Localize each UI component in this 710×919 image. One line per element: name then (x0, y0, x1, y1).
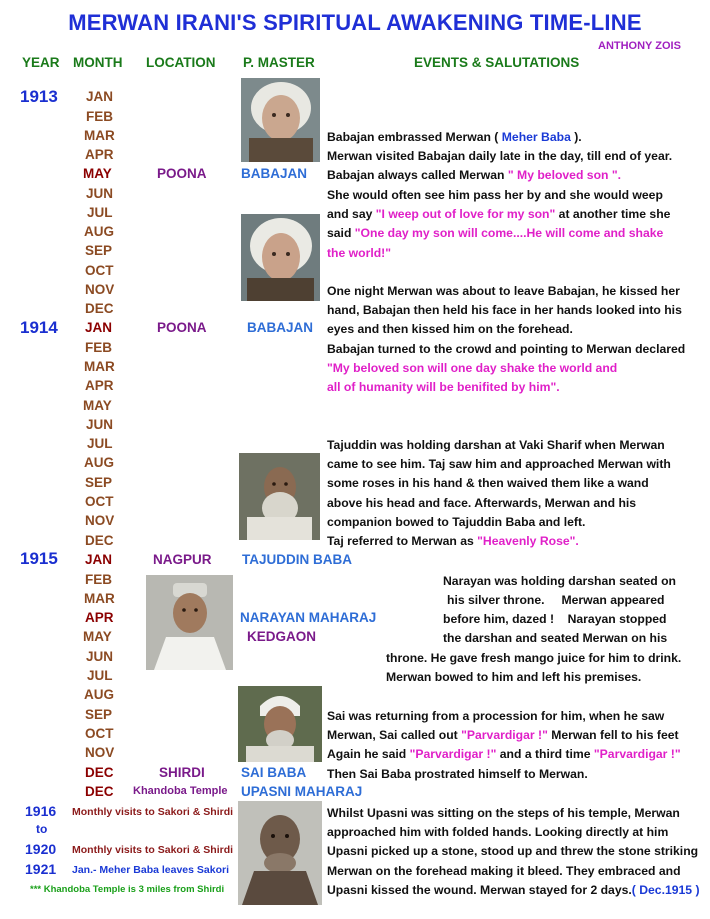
event-line: Taj referred to Merwan as "Heavenly Rose". (327, 534, 579, 548)
month: MAR (84, 591, 115, 606)
month: MAY (83, 629, 112, 644)
event-line: approached him with folded hands. Looking directly at him (327, 825, 669, 839)
month: SEP (85, 243, 113, 258)
babajan-photo (241, 78, 320, 162)
master-babajan: BABAJAN (241, 166, 308, 181)
year-1913: 1913 (20, 87, 58, 106)
event-line: Babajan turned to the crowd and pointing to Merwan declared (327, 342, 686, 356)
month: MAY (83, 398, 112, 413)
month: OCT (85, 263, 114, 278)
month: JAN (85, 552, 113, 567)
location-shirdi: SHIRDI (159, 765, 205, 780)
month: APR (85, 378, 114, 393)
month: MAR (84, 128, 115, 143)
event-line: the world!" (327, 246, 392, 260)
note-monthly-visits: Monthly visits to Sakori & Shirdi (72, 806, 234, 818)
month: MAR (84, 359, 115, 374)
month: AUG (84, 224, 114, 239)
event-line: Narayan was holding darshan seated on (443, 574, 676, 588)
master-upasni: UPASNI MAHARAJ (241, 784, 363, 799)
year-1915: 1915 (20, 549, 58, 568)
year-1916: 1916 (25, 803, 57, 819)
event-line: the darshan and seated Merwan on his (443, 631, 668, 645)
tajuddin-photo (239, 453, 320, 540)
event-line: hand, Babajan then held his face in her hands looked into his (327, 303, 682, 317)
event-line: Babajan always called Merwan " My beloved son ". (327, 168, 622, 182)
month: DEC (85, 765, 114, 780)
event-line: One night Merwan was about to leave Babajan, he kissed her (327, 284, 680, 298)
event-line: Upasni picked up a stone, stood up and threw the stone striking (327, 844, 699, 858)
narayan-photo (146, 575, 233, 670)
babajan-photo (241, 214, 320, 301)
location-poona: POONA (157, 166, 207, 181)
event-line: Merwan on the forehead making it bleed. They embraced and (327, 864, 681, 878)
header-master: P. MASTER (243, 55, 315, 70)
month: SEP (85, 475, 113, 490)
month: APR (85, 147, 114, 162)
event-line: Merwan visited Babajan daily late in the day, till end of year. (327, 149, 673, 163)
header-month: MONTH (73, 55, 123, 70)
sai-baba-photo (238, 686, 322, 762)
month: MAY (83, 166, 112, 181)
author-credit: ANTHONY ZOIS (598, 40, 681, 52)
event-line: companion bowed to Tajuddin Baba and left. (327, 515, 586, 529)
month: FEB (85, 572, 112, 587)
month: DEC (85, 533, 114, 548)
event-line: Merwan bowed to him and left his premises. (386, 670, 642, 684)
header-year: YEAR (22, 55, 60, 70)
month: FEB (85, 340, 112, 355)
location-kedgaon: KEDGAON (247, 629, 317, 644)
event-line: said "One day my son will come....He will come and shake (327, 226, 664, 240)
month: NOV (85, 745, 115, 760)
month: JAN (86, 89, 114, 104)
event-line: Whilst Upasni was sitting on the steps of his temple, Merwan (327, 806, 680, 820)
month: DEC (85, 784, 114, 799)
year-1921: 1921 (25, 861, 57, 877)
event-line: before him, dazed ! Narayan stopped (443, 612, 667, 626)
event-line: Babajan embrassed Merwan ( Meher Baba ). (327, 130, 582, 144)
master-babajan: BABAJAN (247, 320, 314, 335)
event-line: some roses in his hand & then waived them like a wand (327, 476, 649, 490)
month: NOV (85, 513, 115, 528)
event-line: all of humanity will be benifited by him". (327, 380, 560, 394)
month: JUL (87, 205, 113, 220)
year-1920: 1920 (25, 841, 57, 857)
year-1914: 1914 (20, 318, 58, 337)
event-line: and say "I weep out of love for my son" at another time she (327, 207, 671, 221)
location-nagpur: NAGPUR (153, 552, 212, 567)
event-line: came to see him. Taj saw him and approached Merwan with (327, 457, 671, 471)
master-sai: SAI BABA (241, 765, 307, 780)
location-poona: POONA (157, 320, 207, 335)
month: AUG (84, 455, 114, 470)
location-khandoba: Khandoba Temple (133, 785, 228, 797)
month: AUG (84, 687, 114, 702)
note-monthly-visits: Monthly visits to Sakori & Shirdi (72, 844, 234, 856)
year-to: to (36, 822, 48, 836)
month: JUN (86, 417, 114, 432)
note-leaves-sakori: Jan.- Meher Baba leaves Sakori (72, 864, 229, 876)
month: JUN (86, 186, 114, 201)
event-line: Upasni kissed the wound. Merwan stayed for 2 days.( Dec.1915 ) (327, 883, 700, 897)
header-events: EVENTS & SALUTATIONS (414, 55, 580, 70)
event-line: Merwan, Sai called out "Parvardigar !" Merwan fell to his feet (327, 728, 679, 742)
master-narayan: NARAYAN MAHARAJ (240, 610, 377, 625)
month: NOV (85, 282, 115, 297)
month: DEC (85, 301, 114, 316)
month: JAN (85, 320, 113, 335)
footnote-khandoba: *** Khandoba Temple is 3 miles from Shirdi (30, 884, 225, 895)
event-line: Then Sai Baba prostrated himself to Merwan. (327, 767, 588, 781)
event-line: his silver throne. Merwan appeared (447, 593, 665, 607)
month: SEP (85, 707, 113, 722)
master-tajuddin: TAJUDDIN BABA (242, 552, 352, 567)
header-location: LOCATION (146, 55, 216, 70)
event-line: throne. He gave fresh mango juice for him to drink. (386, 651, 682, 665)
month: FEB (86, 109, 113, 124)
event-line: eyes and then kissed him on the forehead. (327, 322, 573, 336)
month: OCT (85, 726, 114, 741)
event-line: "My beloved son will one day shake the world and (327, 361, 618, 375)
month: JUN (86, 649, 114, 664)
month: OCT (85, 494, 114, 509)
event-line: Again he said "Parvardigar !" and a third time "Parvardigar !" (327, 747, 681, 761)
event-line: She would often see him pass her by and she would weep (327, 188, 663, 202)
month: JUL (87, 436, 113, 451)
page-title: MERWAN IRANI'S SPIRITUAL AWAKENING TIME-LINE (68, 10, 642, 35)
month: APR (85, 610, 114, 625)
event-line: above his head and face. Afterwards, Merwan and his (327, 496, 637, 510)
upasni-photo (238, 801, 322, 905)
month: JUL (87, 668, 113, 683)
event-line: Sai was returning from a procession for him, when he saw (327, 709, 665, 723)
event-line: Tajuddin was holding darshan at Vaki Sharif when Merwan (327, 438, 665, 452)
